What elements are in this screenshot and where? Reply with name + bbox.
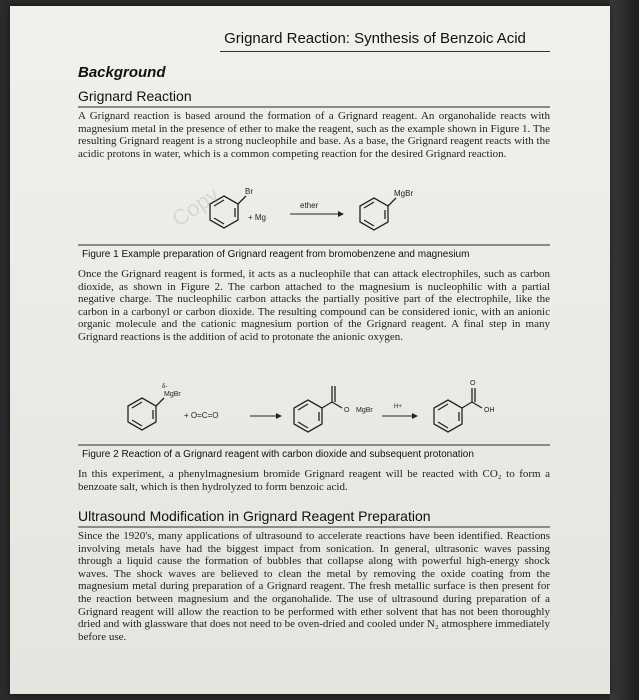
- figure1-reaction-scheme: [190, 184, 450, 242]
- title-underline: [220, 51, 550, 52]
- carboxylate-o-label: O: [344, 407, 350, 414]
- background-heading: Background: [78, 64, 166, 81]
- acid-label: H+: [394, 404, 402, 410]
- section-heading-grignard: Grignard Reaction: [78, 88, 192, 104]
- paragraph-experiment: In this experiment, a phenylmagnesium bromide Grignard reagent will be reacted with CO₂ to form a benzoate salt, which is then hydrolyzed to form benzoic acid.: [78, 468, 550, 493]
- bromine-label: Br: [245, 187, 253, 196]
- reaction-arrow-head: [338, 211, 344, 217]
- mgbr-label: MgBr: [394, 189, 414, 198]
- phenylmagnesium-ring: [360, 198, 396, 230]
- page-title: Grignard Reaction: Synthesis of Benzoic Acid: [224, 30, 526, 47]
- delta-label: δ-: [162, 384, 168, 390]
- figure1-rule: [78, 244, 550, 246]
- mgbr-reagent-label: MgBr: [164, 391, 181, 398]
- figure2-rule: [78, 444, 550, 446]
- hydroxyl-label: OH: [484, 407, 495, 414]
- arrow-1-head: [276, 413, 282, 419]
- benzoic-acid-ring: [434, 388, 482, 432]
- section-rule-ultrasound: [78, 526, 550, 528]
- arrow-2-head: [412, 413, 418, 419]
- carbonyl-o-label: O: [470, 380, 476, 387]
- background-edge: [610, 0, 639, 700]
- co2-label: + O=C=O: [184, 411, 219, 420]
- figure1-caption: Figure 1 Example preparation of Grignard reagent from bromobenzene and magnesium: [82, 249, 470, 260]
- figure2-caption: Figure 2 Reaction of a Grignard reagent with carbon dioxide and subsequent protonation: [82, 449, 474, 460]
- watermark: Copy: [167, 181, 224, 232]
- paragraph-nucleophile: Once the Grignard reagent is formed, it acts as a nucleophile that can attack electrophiles, such as carbon dioxide, as shown in Figure 2. The carbon attached to the magnesium is nucleophilic with a partial negative charge. The nucleophilic carbon attacks the partially positive part of the electrophile, like the carbon in a carbonyl or carbon dioxide. The resulting compound can be considered ionic, with an anionic organic molecule and the cationic magnesium portion of the Grignard reagent. A final step in many Grignard reactions is the addition of acid to protonate the anionic oxygen.: [78, 268, 550, 343]
- mgbr-cation-label: MgBr: [356, 407, 373, 414]
- document-page: [10, 6, 610, 694]
- ether-label: ether: [300, 201, 319, 210]
- paragraph-grignard-intro: A Grignard reaction is based around the formation of a Grignard reagent. An organohalide reacts with magnesium metal in the presence of ether to make the reagent, such as the example shown in Figure 1. The resulting Grignard reagent is a strong nucleophile and base. As a base, the Grignard reagent reacts with the acidic protons in water, which is a common competing reaction for the desired Grignard reaction.: [78, 110, 550, 160]
- carboxylate-ring: [294, 386, 342, 432]
- section-rule: [78, 106, 550, 108]
- grignard-ring: [128, 398, 164, 430]
- section-heading-ultrasound: Ultrasound Modification in Grignard Reagent Preparation: [78, 508, 431, 524]
- paragraph-ultrasound: Since the 1920's, many applications of ultrasound to accelerate reactions have been identified. Reactions involving metals have had the biggest impact from sonication. In general, ultrasonic waves passing through a liquid cause the formation of bubbles that collapse along with powerful high-energy shock waves. The shock waves are believed to clean the metal by removing the oxide coating from the magnesium metal during preparation of a Grignard reagent. The fresh metallic surface is then present for the reaction between magnesium and the organohalide. The use of ultrasound during preparation of a Grignard reagent will allow the reaction to be performed with ether solvent that has not been thoroughly dried and with glassware that does not need to be oven-dried and cooled under N₂ atmosphere immediately before use.: [78, 530, 550, 643]
- magnesium-label: + Mg: [248, 213, 267, 222]
- figure2-reaction-scheme: [110, 376, 530, 436]
